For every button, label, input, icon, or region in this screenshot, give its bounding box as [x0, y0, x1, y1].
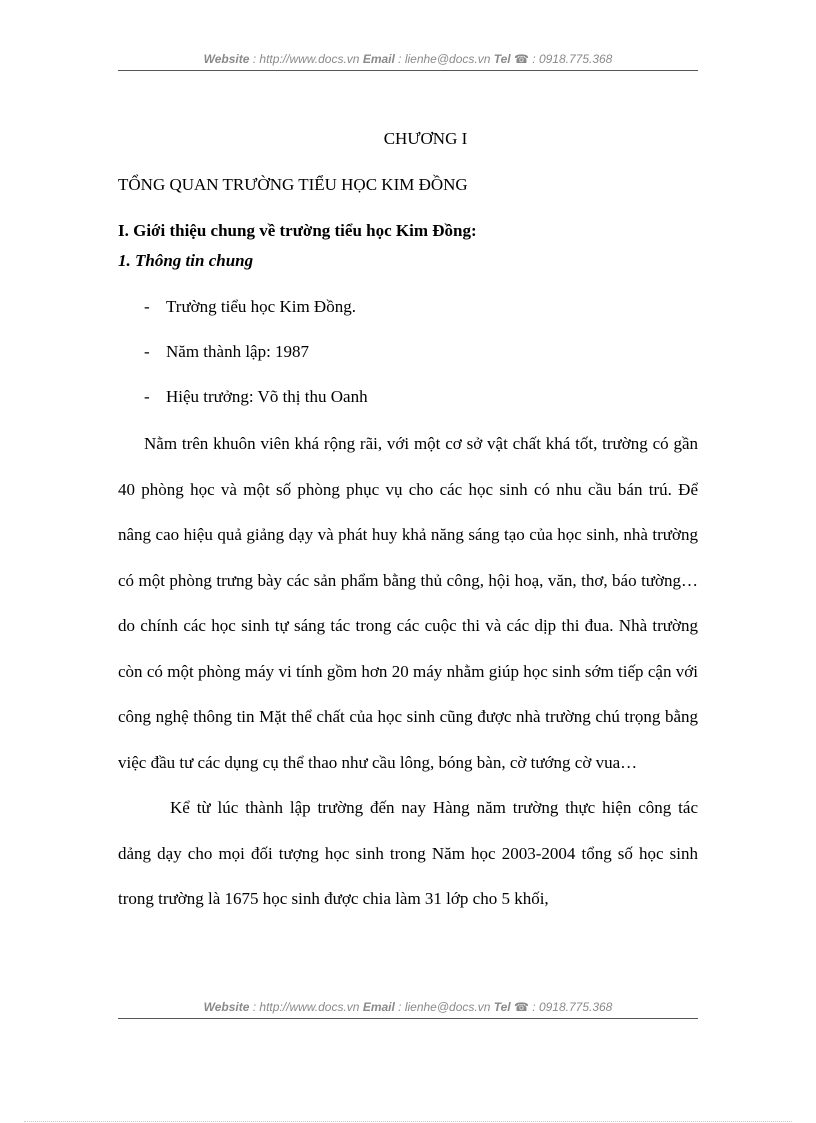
- list-item: [118, 292, 698, 322]
- footer-email-value: : lienhe@docs.vn: [394, 1000, 494, 1014]
- list-item-text: Năm thành lập: 1987: [166, 342, 310, 361]
- subsection-heading: 1. Thông tin chung: [118, 251, 254, 270]
- header-website-label: Website: [203, 52, 250, 66]
- footer-tel-value: : 0918.775.368: [528, 1000, 613, 1014]
- footer-website-label: Website: [203, 1000, 250, 1014]
- list-item-text: Trường tiểu học Kim Đồng.: [166, 297, 356, 316]
- header-email-value: : lienhe@docs.vn: [394, 52, 494, 66]
- document-body: [118, 124, 698, 922]
- list-item: [118, 382, 698, 412]
- body-paragraph: Kể từ lúc thành lập trường đến nay Hàng năm trường thực hiện công tác dảng dạy cho mọi đối tượng học sinh trong Năm học 2003-2004 tổng số học sinh trong trường là 1675 học sinh được chia làm 31 lớp cho 5 khối,: [118, 798, 698, 908]
- list-bullet: -: [144, 342, 150, 361]
- body-paragraph: Nằm trên khuôn viên khá rộng rãi, với một cơ sở vật chất khá tốt, trường có gần 40 phòng học và một số phòng phục vụ cho các học sinh có nhu cầu bán trú. Để nâng cao hiệu quả giảng dạy và phát huy khả năng sáng tạo của học sinh, nhà trường có một phòng trưng bày các sản phẩm bằng thủ công, hội hoạ, văn, thơ, báo tường… do chính các học sinh tự sáng tác trong các cuộc thi và các dịp thi đua. Nhà trường còn có một phòng máy vi tính gồm hơn 20 máy nhằm giúp học sinh sớm tiếp cận với công nghệ thông tin Mặt thể chất của học sinh cũng được nhà trường chú trọng bằng việc đầu tư các dụng cụ thể thao như cầu lông, bóng bàn, cờ tướng cờ vua…: [118, 434, 698, 772]
- header-email-label: Email: [362, 52, 395, 66]
- phone-icon: ☎: [513, 1000, 529, 1014]
- section-heading: I. Giới thiệu chung về trường tiểu học Kim Đồng:: [118, 221, 477, 240]
- list-bullet: -: [144, 297, 150, 316]
- header-website-value: : http://www.docs.vn: [249, 52, 363, 66]
- page-footer: [118, 1000, 698, 1014]
- footer-email-label: Email: [362, 1000, 395, 1014]
- header-tel-value: : 0918.775.368: [528, 52, 613, 66]
- footer-tel-label: Tel: [493, 1000, 511, 1014]
- header-rule: [118, 70, 698, 71]
- page-boundary: [24, 1121, 792, 1122]
- chapter-title: TỔNG QUAN TRƯỜNG TIỂU HỌC KIM ĐỒNG: [118, 175, 468, 194]
- info-list: [118, 292, 698, 412]
- footer-rule: [118, 1018, 698, 1019]
- chapter-number: CHƯƠNG I: [383, 129, 468, 148]
- list-item: [118, 337, 698, 367]
- list-item-text: Hiệu trưởng: Võ thị thu Oanh: [166, 387, 368, 406]
- header-tel-label: Tel: [493, 52, 511, 66]
- page-header: [118, 52, 698, 66]
- phone-icon: ☎: [513, 52, 529, 66]
- footer-website-value: : http://www.docs.vn: [249, 1000, 363, 1014]
- list-bullet: -: [144, 387, 150, 406]
